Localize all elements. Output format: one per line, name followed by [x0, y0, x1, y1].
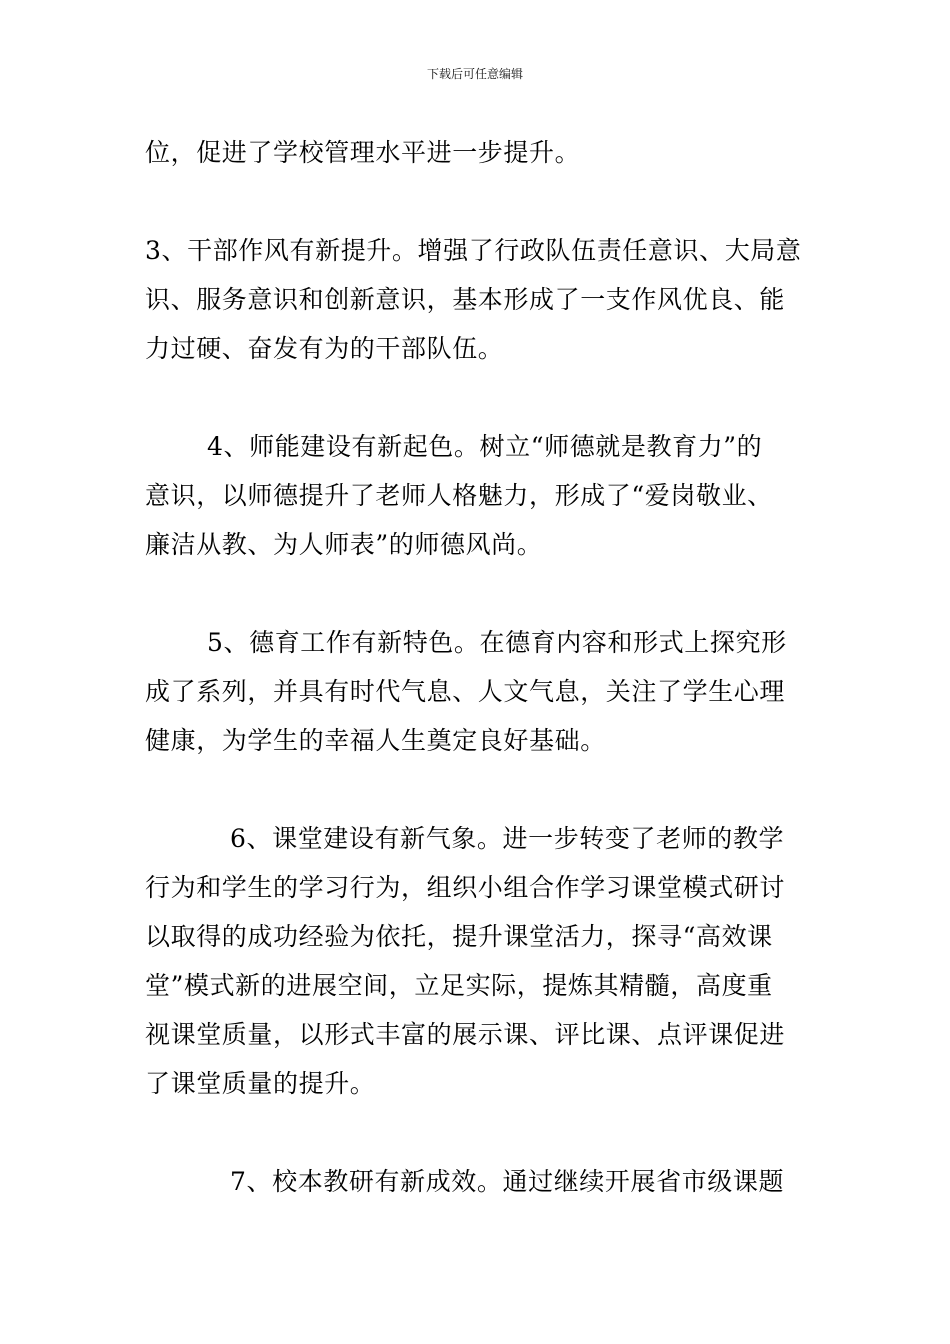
paragraph-gap [145, 373, 815, 422]
paragraph-5-line-3: 以取得的成功经验为依托，提升课堂活力，探寻“高效课 [145, 922, 773, 951]
paragraph-6-line-1: 7、校本教研有新成效。通过继续开展省市级课题 [230, 1167, 785, 1196]
paragraph-5-line-1: 6、课堂建设有新气象。进一步转变了老师的教学 [230, 824, 785, 853]
paragraph-1-line-1: 位，促进了学校管理水平进一步提升。 [145, 138, 581, 167]
paragraph-2 [145, 226, 815, 373]
document-body [145, 128, 815, 1206]
paragraph-3-line-1: 4、师能建设有新起色。树立“师德就是教育力”的 [207, 432, 763, 461]
paragraph-gap [145, 177, 815, 226]
paragraph-gap [145, 765, 815, 814]
paragraph-3-line-2: 意识，以师德提升了老师人格魅力，形成了“爱岗敬业、 [145, 481, 773, 510]
paragraph-gap [145, 569, 815, 618]
paragraph-2-line-1: 3、干部作风有新提升。增强了行政队伍责任意识、大局意 [145, 236, 802, 265]
paragraph-2-line-3: 力过硬、奋发有为的干部队伍。 [145, 334, 504, 363]
paragraph-4-line-3: 健康，为学生的幸福人生奠定良好基础。 [145, 726, 606, 755]
paragraph-3 [145, 422, 815, 569]
paragraph-4-line-1: 5、德育工作有新特色。在德育内容和形式上探究形 [207, 628, 787, 657]
paragraph-5 [145, 814, 815, 1108]
paragraph-5-line-2: 行为和学生的学习行为，组织小组合作学习课堂模式研讨 [145, 873, 786, 902]
paragraph-3-line-3: 廉洁从教、为人师表”的师德风尚。 [145, 530, 543, 559]
paragraph-4-line-2: 成了系列，并具有时代气息、人文气息，关注了学生心理 [145, 677, 786, 706]
paragraph-4 [145, 618, 815, 765]
page-header-note: 下载后可任意编辑 [426, 67, 523, 81]
paragraph-1 [145, 128, 815, 177]
paragraph-5-line-5: 视课堂质量，以形式丰富的展示课、评比课、点评课促进 [145, 1020, 786, 1049]
paragraph-2-line-2: 识、服务意识和创新意识，基本形成了一支作风优良、能 [145, 285, 786, 314]
paragraph-gap [145, 1108, 815, 1157]
paragraph-5-line-4: 堂”模式新的进展空间，立足实际，提炼其精髓，高度重 [145, 971, 773, 1000]
paragraph-5-line-6: 了课堂质量的提升。 [145, 1069, 376, 1098]
paragraph-6 [145, 1157, 815, 1206]
